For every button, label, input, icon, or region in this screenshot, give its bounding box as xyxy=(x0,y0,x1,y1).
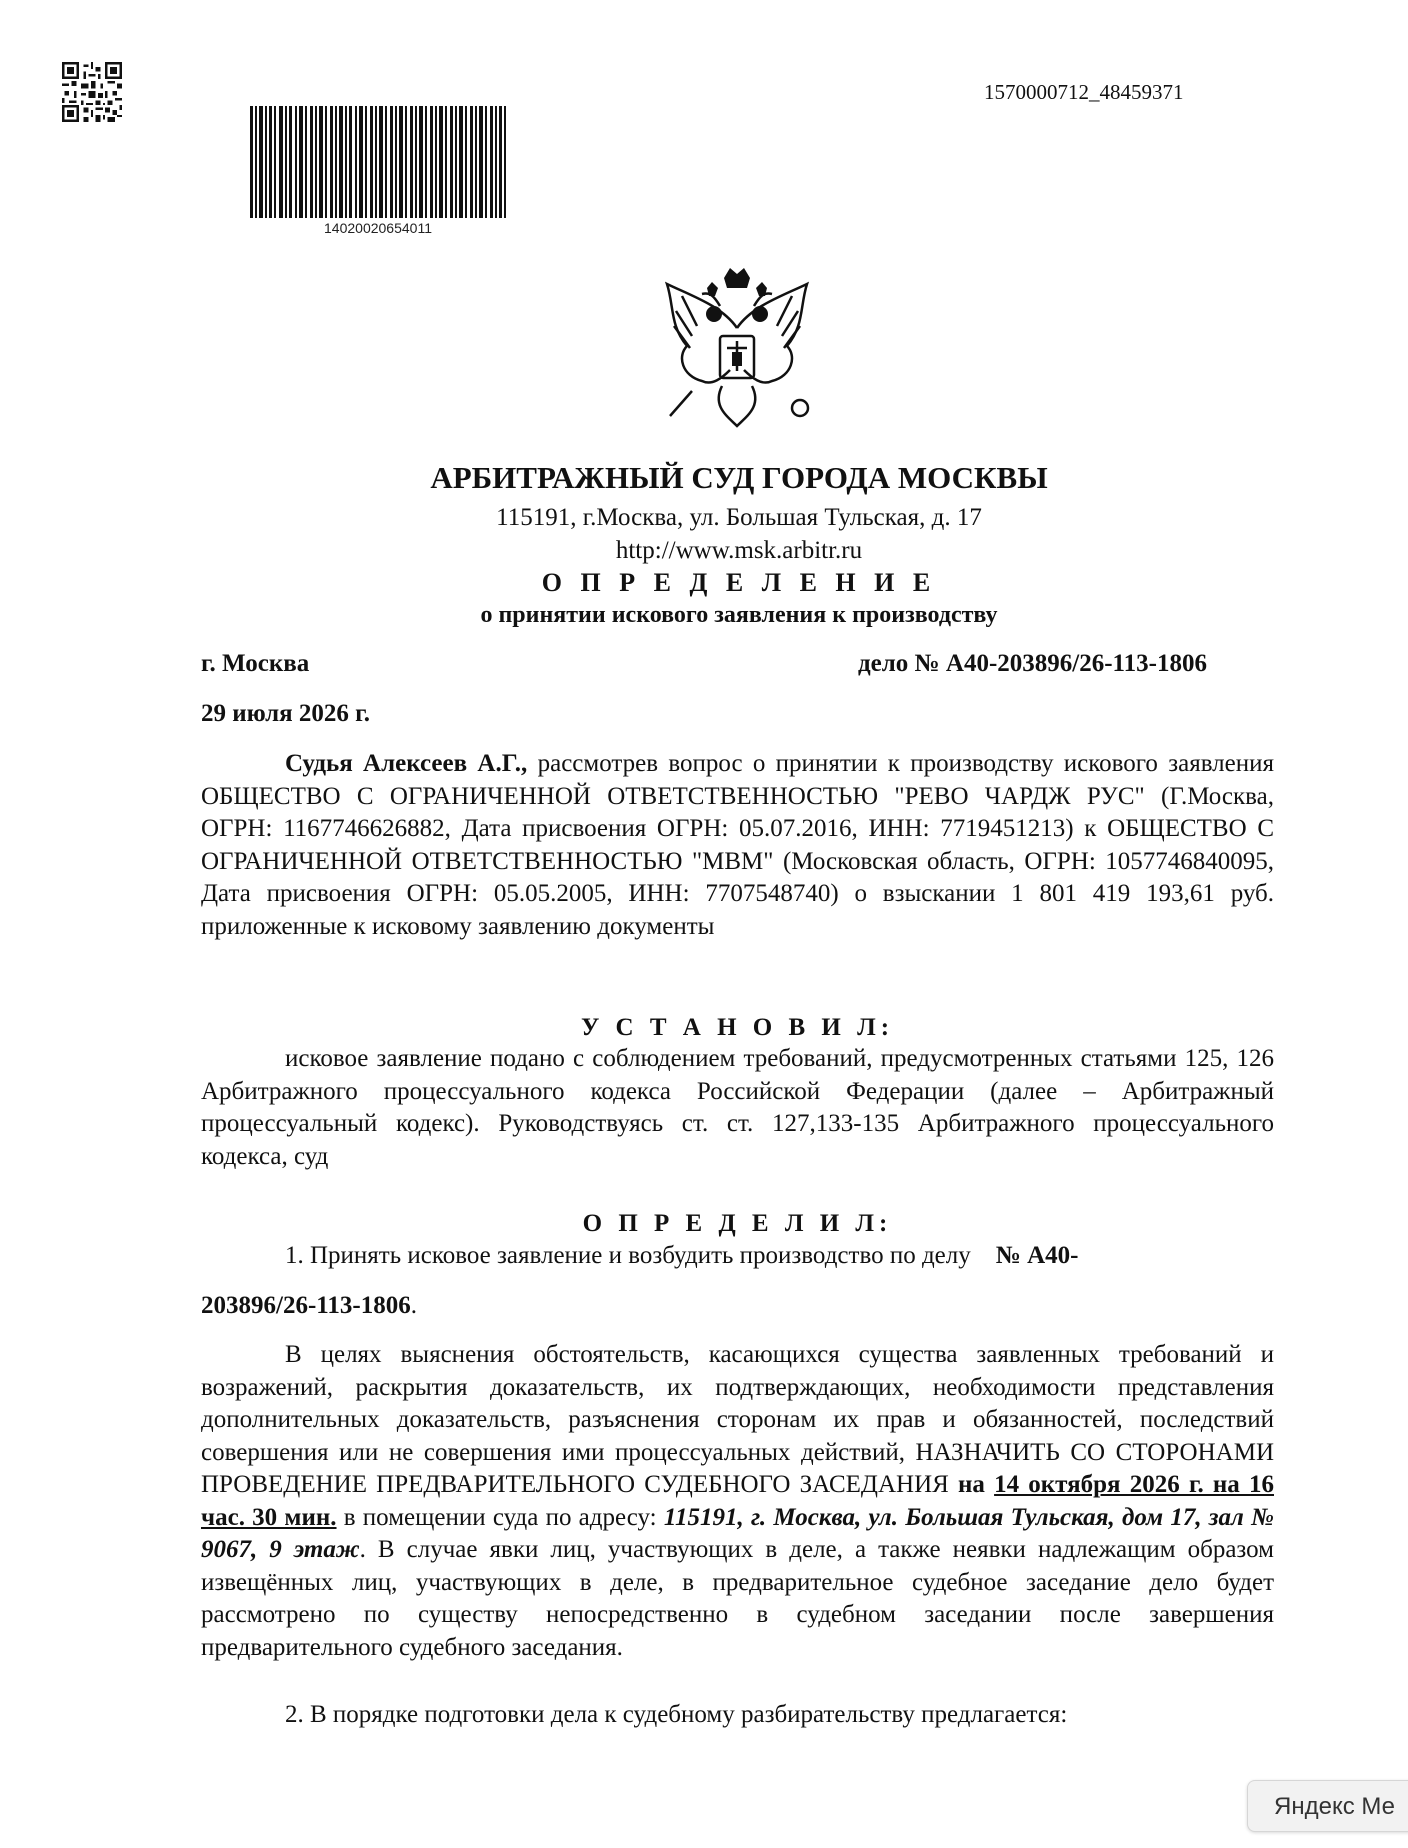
hearing-address: 115191, г. Москва, ул. Большая Тульская, дом 17, зал № 9067, 9 этаж xyxy=(201,1503,1274,1563)
intro-paragraph xyxy=(201,748,1274,943)
court-website: http://www.msk.arbitr.ru xyxy=(615,537,863,564)
decided-heading: О П Р Е Д Е Л И Л: xyxy=(582,1210,893,1237)
yandex-extension-button[interactable]: Яндекс Ме xyxy=(1247,1780,1408,1832)
decision-item-1-continued xyxy=(201,1290,1274,1323)
judge-name: Судья Алексеев А.Г., xyxy=(285,750,528,777)
hearing-paragraph xyxy=(201,1339,1274,1664)
item1-case-number-end: 203896/26-113-1806 xyxy=(201,1292,411,1319)
document-type-heading: О П Р Е Д Е Л Е Н И Е xyxy=(541,568,937,597)
barcode xyxy=(250,106,506,218)
item1-period: . xyxy=(410,1292,417,1319)
document-subtitle: о принятии искового заявления к производству xyxy=(480,602,998,628)
court-address: 115191, г.Москва, ул. Большая Тульская, д. 17 xyxy=(496,504,982,531)
court-name: АРБИТРАЖНЫЙ СУД ГОРОДА МОСКВЫ xyxy=(430,460,1048,495)
item1-text: 1. Принять исковое заявление и возбудить производство по делу xyxy=(285,1242,971,1269)
intro-text: рассмотрев вопрос о принятии к производству искового заявления ОБЩЕСТВО С ОГРАНИЧЕННОЙ ОТВЕТСТВЕННОСТЬЮ "РЕВО ЧАРДЖ РУС" (Г.Москва, ОГРН: 1167746626882, Дата присвоения ОГРН: 05.07.2016, ИНН: 7719451213) к ОБЩЕСТВО С ОГРАНИЧЕННОЙ ОТВЕТСТВЕННОСТЬЮ "МВМ" (Московская область, ОГРН: 1057746840095, Дата присвоения ОГРН: 05.05.2005, ИНН: 7707548740) о взыскании 1 801 419 193,61 руб. приложенные к исковому заявлению документы xyxy=(201,750,1274,940)
city: г. Москва xyxy=(201,650,310,677)
document-id: 1570000712_48459371 xyxy=(984,80,1184,104)
hearing-datetime: 14 октября 2026 г. на 16 час. 30 мин. xyxy=(201,1471,1274,1531)
established-heading: У С Т А Н О В И Л: xyxy=(580,1014,895,1041)
hearing-mid: в помещении суда по адресу: xyxy=(336,1503,664,1531)
hearing-on: на xyxy=(957,1471,995,1498)
hearing-rest: . В случае явки лиц, участвующих в деле, а также неявки надлежащим образом извещённых лиц, участвующих в деле, в предварительное судебное заседание дело будет рассмотрено по существу непосредственно в судебном заседании после завершения предварительного судебного заседания. xyxy=(201,1536,1274,1661)
case-number: дело № А40-203896/26-113-1806 xyxy=(858,650,1207,677)
document-date: 29 июля 2026 г. xyxy=(201,700,370,727)
decision-item-2: 2. В порядке подготовки дела к судебному разбирательству предлагается: xyxy=(285,1701,1068,1728)
hearing-text: В целях выяснения обстоятельств, касающихся существа заявленных требований и возражений, раскрытия доказательств, их подтверждающих, необходимости представления дополнительных доказательств, разъяснения сторонам их прав и обязанностей, последствий совершения или не совершения ими процессуальных действий, НАЗНАЧИТЬ СО СТОРОНАМИ ПРОВЕДЕНИЕ ПРЕДВАРИТЕЛЬНОГО СУДЕБНОГО ЗАСЕДАНИЯ xyxy=(201,1341,1274,1498)
established-paragraph: исковое заявление подано с соблюдением требований, предусмотренных статьями 125, 126 Арбитражного процессуального кодекса Российской Федерации (далее – Арбитражный процессуальный кодекс). Руководствуясь ст. ст. 127,133-135 Арбитражного процессуального кодекса, суд xyxy=(201,1045,1274,1170)
decision-item-1 xyxy=(201,1240,1274,1273)
barcode-number: 14020020654011 xyxy=(324,220,432,236)
coat-of-arms-emblem xyxy=(652,266,822,436)
qr-code xyxy=(62,62,122,122)
item1-case-number-start: № А40- xyxy=(995,1242,1079,1269)
